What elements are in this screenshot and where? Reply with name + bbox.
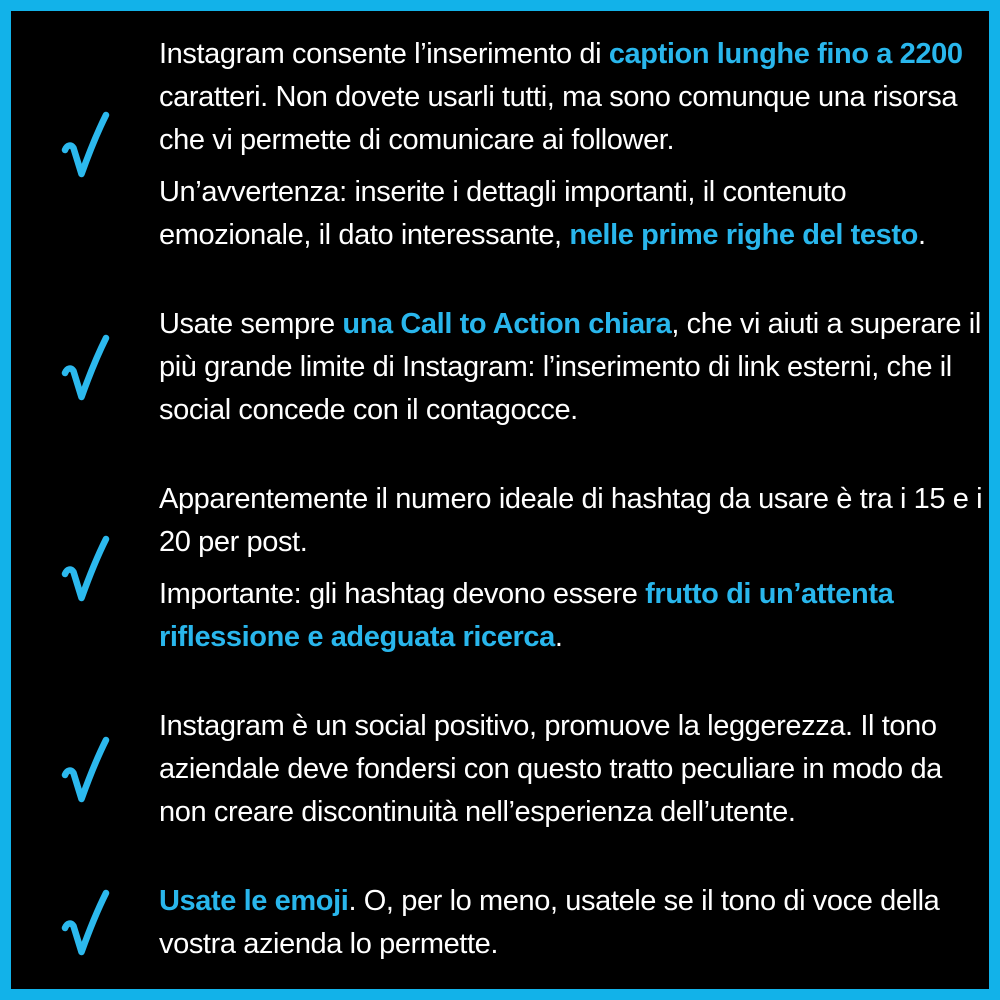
highlighted-text: nelle prime righe del testo	[569, 219, 918, 251]
check-column	[11, 106, 159, 184]
highlighted-text: frutto di un’attenta riflessione e adeguata ricerca	[159, 578, 894, 653]
tip-paragraph	[159, 573, 983, 659]
body-text: Usate sempre	[159, 308, 343, 340]
tip-text	[159, 880, 983, 966]
body-text: caratteri. Non dovete usarli tutti, ma sono comunque una risorsa che vi permette di comunicare ai follower.	[159, 81, 958, 156]
checkmark-icon	[60, 530, 110, 608]
tip-paragraph	[159, 478, 983, 564]
checkmark-icon	[60, 731, 110, 809]
list-item-1	[11, 33, 989, 257]
check-column	[11, 731, 159, 809]
tip-paragraph	[159, 33, 983, 162]
check-column	[11, 884, 159, 962]
body-text: , che vi aiuti a superare il più grande limite di Instagram: l’inserimento di link esterni, che il social concede con il contagocce.	[159, 308, 981, 426]
check-column	[11, 530, 159, 608]
tip-paragraph	[159, 171, 983, 257]
checkmark-icon	[60, 329, 110, 407]
tip-text	[159, 33, 983, 257]
list-item-2	[11, 303, 989, 432]
tip-paragraph	[159, 880, 983, 966]
tip-paragraph	[159, 303, 983, 432]
body-text: . O, per lo meno, usatele se il tono di voce della vostra azienda lo permette.	[159, 885, 940, 960]
body-text: Un’avvertenza: inserite i dettagli importanti, il contenuto emozionale, il dato interessante,	[159, 176, 847, 251]
instagram-tips-checklist	[11, 11, 989, 966]
tip-paragraph	[159, 705, 983, 834]
body-text: Apparentemente il numero ideale di hashtag da usare è tra i 15 e i 20 per post.	[159, 483, 983, 558]
highlighted-text: Usate le emoji	[159, 885, 349, 917]
checkmark-icon	[60, 884, 110, 962]
list-item-5	[11, 880, 989, 966]
body-text: Instagram è un social positivo, promuove la leggerezza. Il tono aziendale deve fondersi con questo tratto peculiare in modo da non creare discontinuità nell’esperienza dell’utente.	[159, 710, 942, 828]
body-text: .	[917, 219, 926, 251]
tip-text	[159, 478, 983, 659]
highlighted-text: caption lunghe fino a 2200	[608, 38, 963, 70]
tip-text	[159, 705, 983, 834]
checkmark-icon	[60, 106, 110, 184]
list-item-4	[11, 705, 989, 834]
body-text: Importante: gli hashtag devono essere	[159, 578, 646, 610]
body-text: .	[554, 621, 563, 653]
list-item-3	[11, 478, 989, 659]
tip-text	[159, 303, 983, 432]
check-column	[11, 329, 159, 407]
highlighted-text: una Call to Action chiara	[342, 308, 672, 340]
body-text: Instagram consente l’inserimento di	[159, 38, 609, 70]
